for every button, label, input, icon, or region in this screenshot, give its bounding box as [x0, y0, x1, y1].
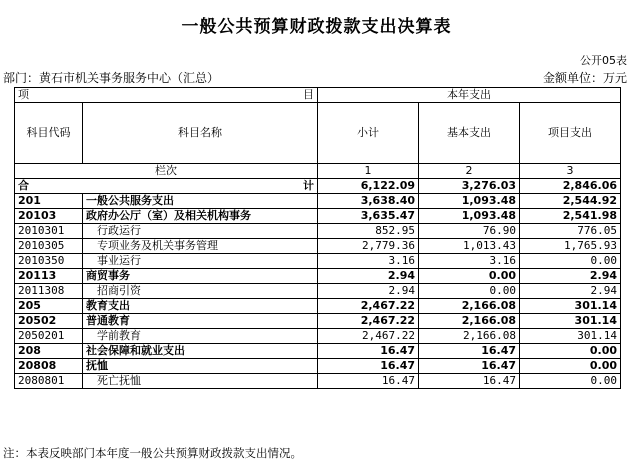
row-name: 社会保障和就业支出	[83, 344, 318, 359]
row-name: 商贸事务	[83, 269, 318, 284]
row-name: 一般公共服务支出	[83, 194, 318, 209]
table-row	[15, 284, 621, 299]
row-code: 201	[15, 194, 83, 209]
row-code: 20502	[15, 314, 83, 329]
row-code: 2050201	[15, 329, 83, 344]
row-name: 抚恤	[83, 359, 318, 374]
column-number-2: 2	[419, 164, 520, 179]
code-header: 科目代码	[15, 103, 83, 164]
row-subtotal: 3.16	[318, 254, 419, 269]
subtotal-header: 小计	[318, 103, 419, 164]
row-name: 行政运行	[83, 224, 318, 239]
row-subtotal: 852.95	[318, 224, 419, 239]
row-code: 20808	[15, 359, 83, 374]
column-number-3: 3	[520, 164, 621, 179]
row-basic: 16.47	[419, 359, 520, 374]
row-basic: 16.47	[419, 344, 520, 359]
row-project: 0.00	[520, 254, 621, 269]
row-project: 1,765.93	[520, 239, 621, 254]
row-project: 301.14	[520, 329, 621, 344]
total-project: 2,846.06	[520, 179, 621, 194]
item-header-cell	[15, 88, 318, 103]
column-number-row	[15, 164, 621, 179]
row-name: 死亡抚恤	[83, 374, 318, 389]
table-row	[15, 329, 621, 344]
row-code: 205	[15, 299, 83, 314]
row-basic: 2,166.08	[419, 314, 520, 329]
row-basic: 1,013.43	[419, 239, 520, 254]
table-row	[15, 194, 621, 209]
header-row-columns	[15, 103, 621, 164]
row-code: 2010350	[15, 254, 83, 269]
row-project: 2,541.98	[520, 209, 621, 224]
row-subtotal: 2.94	[318, 269, 419, 284]
row-basic: 3.16	[419, 254, 520, 269]
row-name: 学前教育	[83, 329, 318, 344]
row-project: 0.00	[520, 374, 621, 389]
row-basic: 1,093.48	[419, 194, 520, 209]
header-row-item	[15, 88, 621, 103]
row-basic: 0.00	[419, 269, 520, 284]
row-code: 2011308	[15, 284, 83, 299]
total-row	[15, 179, 621, 194]
row-subtotal: 16.47	[318, 374, 419, 389]
name-header: 科目名称	[83, 103, 318, 164]
row-project: 2,544.92	[520, 194, 621, 209]
row-project: 776.05	[520, 224, 621, 239]
row-project: 0.00	[520, 359, 621, 374]
row-code: 20103	[15, 209, 83, 224]
row-subtotal: 2,467.22	[318, 314, 419, 329]
row-subtotal: 2,467.22	[318, 299, 419, 314]
row-name: 事业运行	[83, 254, 318, 269]
table-row	[15, 224, 621, 239]
row-name: 政府办公厅（室）及相关机构事务	[83, 209, 318, 224]
table-note: 注：本表反映部门本年度一般公共预算财政拨款支出情况。	[3, 446, 302, 460]
table-row	[15, 314, 621, 329]
row-project: 301.14	[520, 299, 621, 314]
department-label: 部门：黄石市机关事务服务中心（汇总）	[3, 71, 220, 85]
table-row	[15, 344, 621, 359]
row-project: 2.94	[520, 269, 621, 284]
column-number-1: 1	[318, 164, 419, 179]
row-name: 普通教育	[83, 314, 318, 329]
row-name: 招商引资	[83, 284, 318, 299]
table-row	[15, 374, 621, 389]
table-row	[15, 239, 621, 254]
row-subtotal: 16.47	[318, 359, 419, 374]
row-code: 2010305	[15, 239, 83, 254]
item-header-right: 目	[303, 88, 314, 101]
row-basic: 0.00	[419, 284, 520, 299]
table-row	[15, 209, 621, 224]
row-basic: 16.47	[419, 374, 520, 389]
project-header: 项目支出	[520, 103, 621, 164]
row-project: 0.00	[520, 344, 621, 359]
expenditure-table	[14, 87, 621, 389]
row-code: 2010301	[15, 224, 83, 239]
total-label-right: 计	[303, 179, 314, 192]
row-name: 专项业务及机关事务管理	[83, 239, 318, 254]
row-subtotal: 2.94	[318, 284, 419, 299]
total-label-cell	[15, 179, 318, 194]
row-subtotal: 3,638.40	[318, 194, 419, 209]
row-subtotal: 2,779.36	[318, 239, 419, 254]
row-project: 301.14	[520, 314, 621, 329]
total-label-left: 合	[18, 179, 29, 192]
total-subtotal: 6,122.09	[318, 179, 419, 194]
row-code: 208	[15, 344, 83, 359]
row-name: 教育支出	[83, 299, 318, 314]
report-title: 一般公共预算财政拨款支出决算表	[181, 17, 452, 37]
table-row	[15, 299, 621, 314]
table-row	[15, 254, 621, 269]
row-subtotal: 3,635.47	[318, 209, 419, 224]
row-project: 2.94	[520, 284, 621, 299]
table-row	[15, 269, 621, 284]
row-code: 20113	[15, 269, 83, 284]
column-number-label: 栏次	[15, 164, 318, 179]
item-header-left: 项	[18, 88, 29, 101]
row-subtotal: 2,467.22	[318, 329, 419, 344]
row-basic: 76.90	[419, 224, 520, 239]
row-subtotal: 16.47	[318, 344, 419, 359]
form-code: 公开05表	[580, 54, 627, 67]
row-basic: 2,166.08	[419, 329, 520, 344]
row-basic: 2,166.08	[419, 299, 520, 314]
table-row	[15, 359, 621, 374]
row-basic: 1,093.48	[419, 209, 520, 224]
total-basic: 3,276.03	[419, 179, 520, 194]
amount-unit: 金额单位：万元	[542, 71, 627, 85]
row-code: 2080801	[15, 374, 83, 389]
basic-header: 基本支出	[419, 103, 520, 164]
current-year-header: 本年支出	[318, 88, 621, 103]
